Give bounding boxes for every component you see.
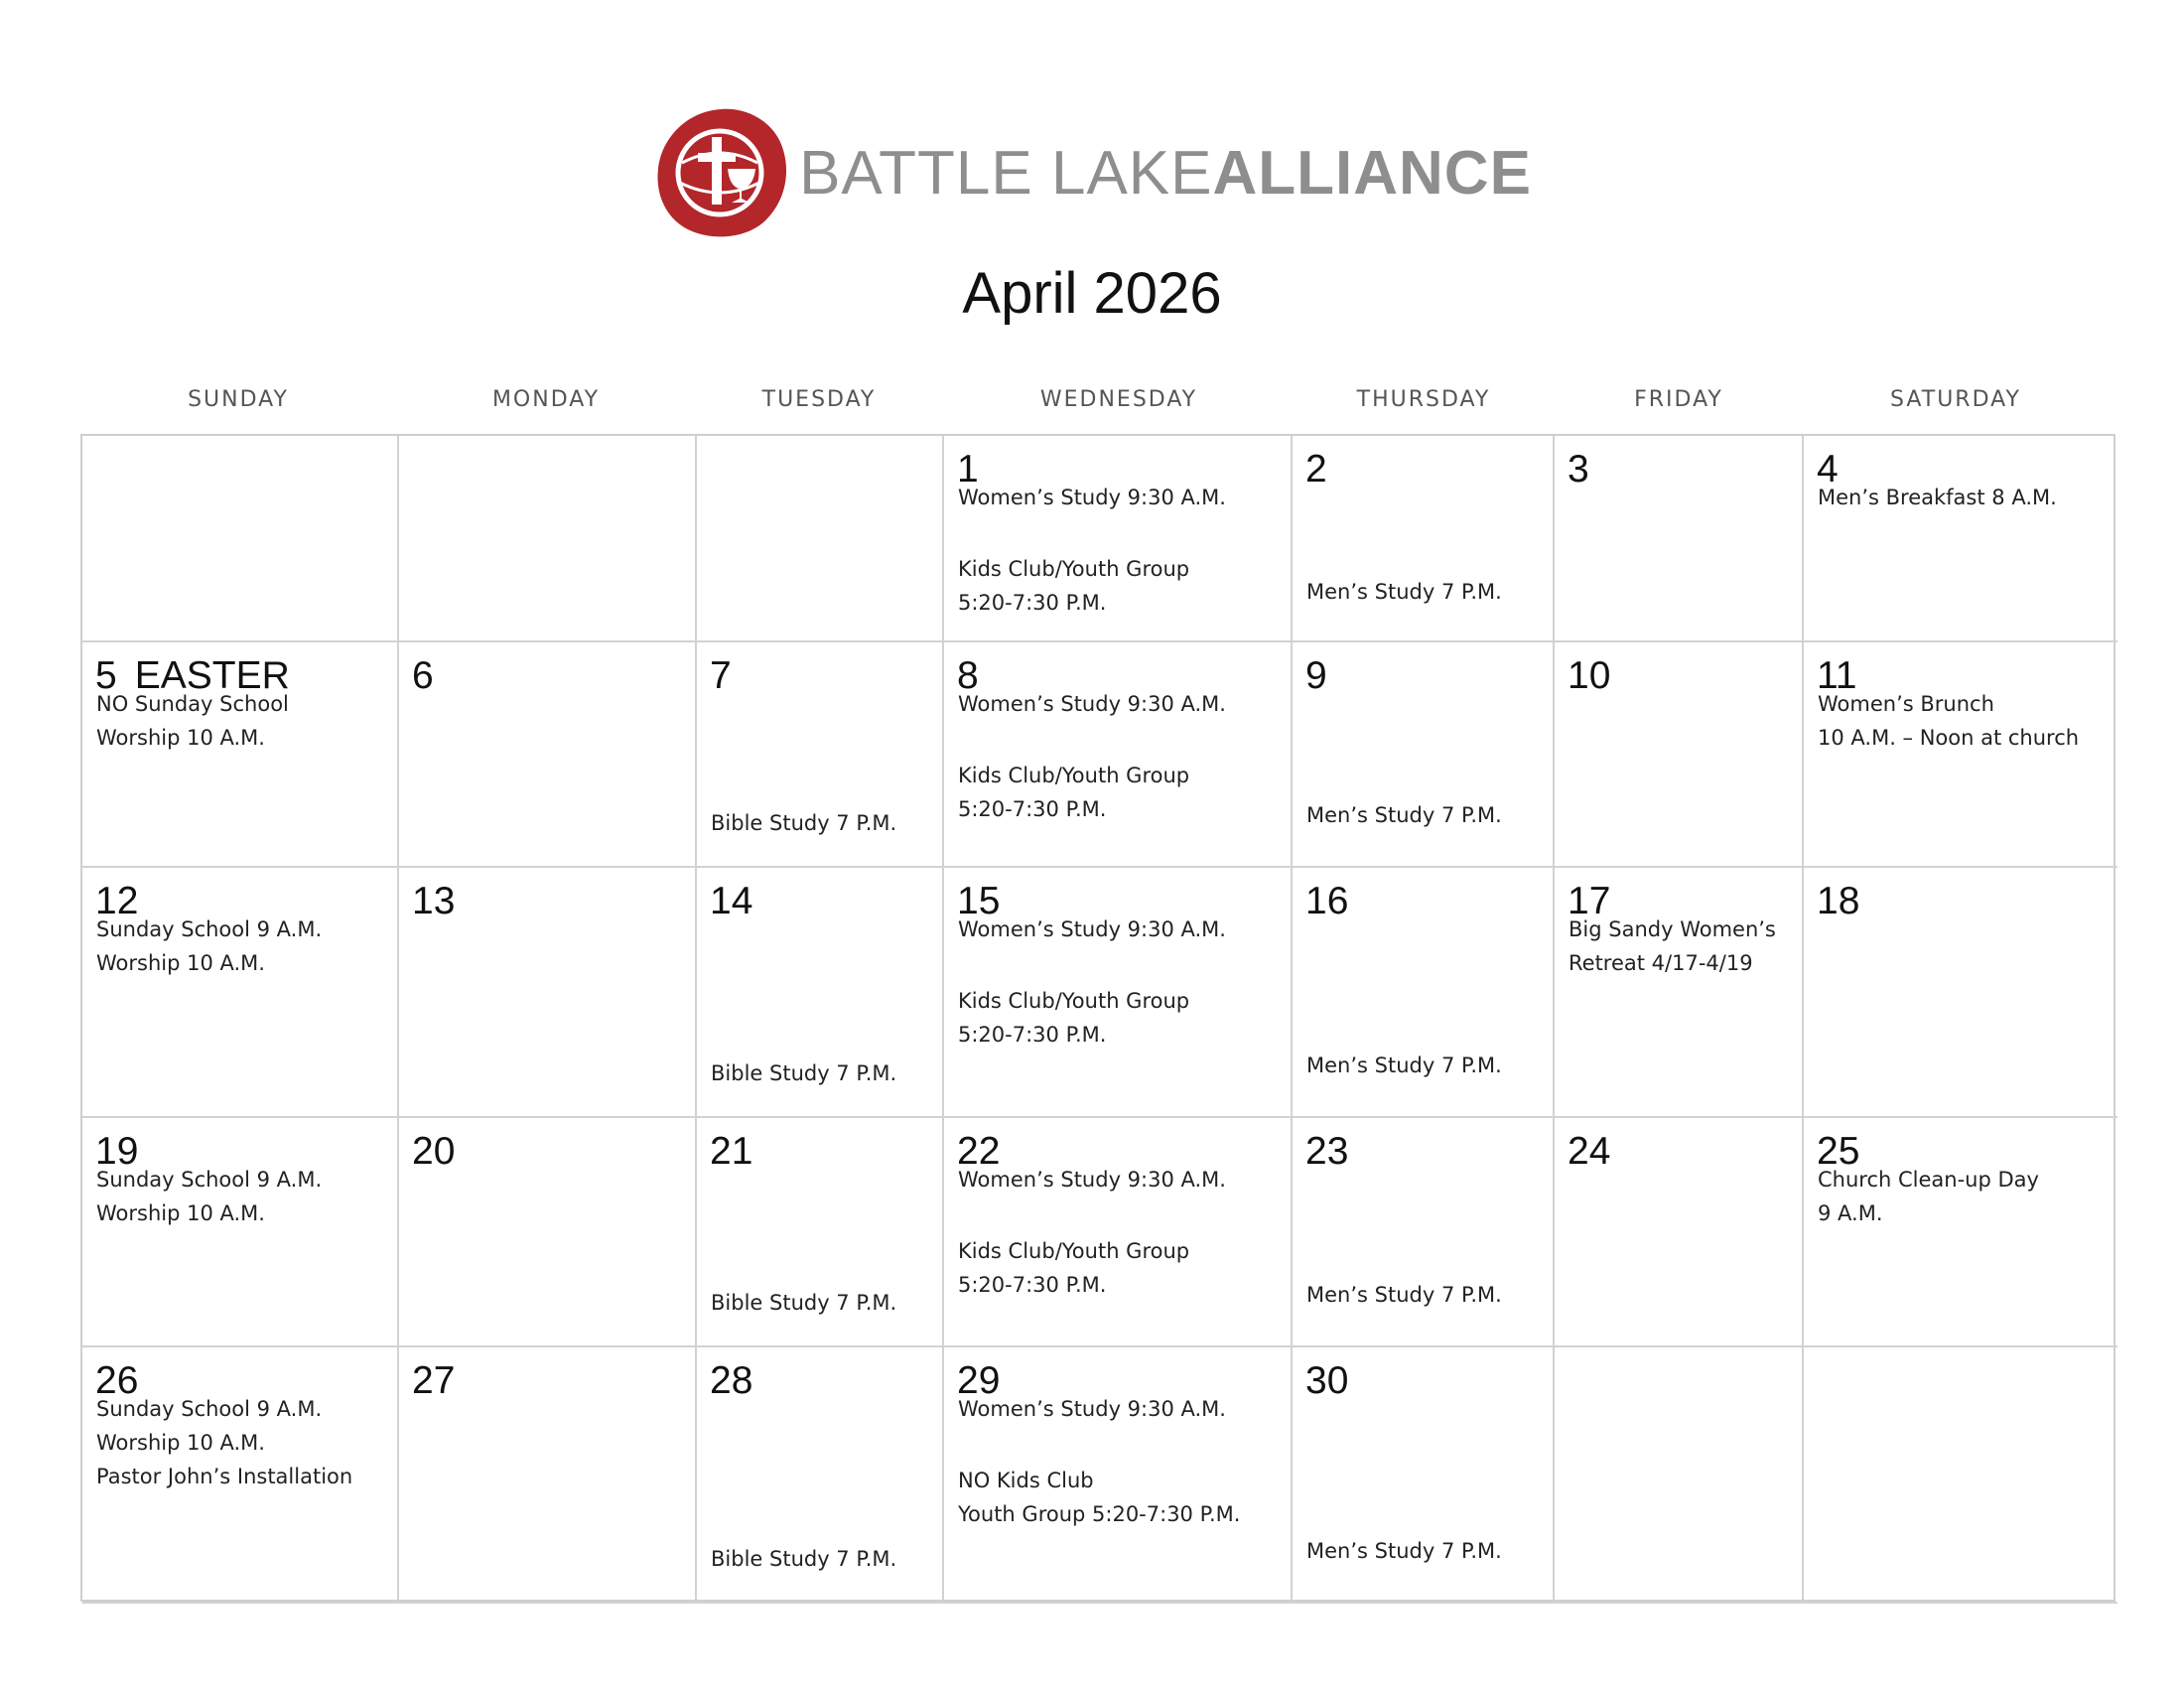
day-number [1568,448,1589,492]
day-cell-15 [944,868,1293,1118]
day-cell-23 [1293,1118,1555,1347]
day-number-text: 9 [1305,654,1327,697]
day-number-text: 6 [412,654,434,697]
day-cell-20 [399,1118,697,1347]
day-number [412,1130,455,1174]
event-text: Retreat 4/17-4/19 [1569,951,1753,975]
event-text: Kids Club/Youth Group [958,557,1190,581]
empty-day-cell [697,436,944,642]
day-number-text: 2 [1305,448,1327,491]
event-text: Worship 10 A.M. [96,1201,265,1225]
logo-name-light: BATTLE LAKE [799,138,1213,208]
day-number-text: 22 [957,1130,1001,1173]
event-text: Worship 10 A.M. [96,726,265,750]
day-cell-18 [1804,868,2117,1118]
event-text: Big Sandy Women’s [1569,917,1776,941]
day-number-text: 12 [95,880,139,922]
day-number-text: 11 [1817,654,1857,697]
day-number-text: 28 [710,1359,753,1402]
day-number-text: 10 [1568,654,1611,697]
day-cell-10 [1555,642,1804,868]
weekday-header-row [80,387,2116,421]
event-text: Sunday School 9 A.M. [96,1168,323,1192]
day-cell-12 [82,868,399,1118]
event-text: Women’s Study 9:30 A.M. [958,692,1226,716]
event-text: 5:20-7:30 P.M. [958,1273,1107,1297]
day-cell-1 [944,436,1293,642]
day-number [1817,880,1859,923]
event-text: Sunday School 9 A.M. [96,917,323,941]
day-number [412,1359,455,1403]
holiday-label: EASTER [134,654,290,697]
day-cell-21 [697,1118,944,1347]
event-text: Women’s Study 9:30 A.M. [958,1168,1226,1192]
event-text: Bible Study 7 P.M. [711,1547,897,1571]
day-number [1305,1130,1348,1174]
day-number [1305,654,1327,698]
event-text: Sunday School 9 A.M. [96,1397,323,1421]
event-text: 10 A.M. – Noon at church [1818,726,2080,750]
event-text: Pastor John’s Installation [96,1465,353,1488]
day-cell-28 [697,1347,944,1604]
event-text: Men’s Breakfast 8 A.M. [1818,486,2057,509]
event-text: Kids Club/Youth Group [958,989,1190,1013]
day-cell-25 [1804,1118,2117,1347]
day-number-text: 25 [1817,1130,1860,1173]
day-number-text: 26 [95,1359,139,1402]
day-cell-14 [697,868,944,1118]
event-text: Men’s Study 7 P.M. [1306,1539,1502,1563]
day-cell-27 [399,1347,697,1604]
day-number-text: 29 [957,1359,1001,1402]
day-number-text: 8 [957,654,979,697]
day-number-text: 3 [1568,448,1589,491]
day-cell-6 [399,642,697,868]
day-cell-2 [1293,436,1555,642]
weekday-tuesday: TUESDAY [761,387,877,412]
event-text: Women’s Study 9:30 A.M. [958,917,1226,941]
event-text: 9 A.M. [1818,1201,1883,1225]
day-number-text: 24 [1568,1130,1611,1173]
day-cell-4 [1804,436,2117,642]
event-text: 5:20-7:30 P.M. [958,591,1107,615]
event-text: Kids Club/Youth Group [958,1239,1190,1263]
event-text: Bible Study 7 P.M. [711,811,897,835]
day-number [412,654,434,698]
logo-wordmark [799,138,1532,209]
day-number [412,880,455,923]
day-cell-22 [944,1118,1293,1347]
day-cell-30 [1293,1347,1555,1604]
day-number-text: 13 [412,880,456,922]
day-number [1568,654,1610,698]
day-number-text: 7 [710,654,732,697]
event-text: Bible Study 7 P.M. [711,1291,897,1315]
event-text: Women’s Study 9:30 A.M. [958,1397,1226,1421]
globe-cross-chalice-icon [652,103,791,242]
event-text: Men’s Study 7 P.M. [1306,803,1502,827]
calendar-grid [80,434,2116,1602]
day-number [1305,1359,1348,1403]
day-number [710,654,732,698]
event-text: Worship 10 A.M. [96,951,265,975]
event-text: Women’s Brunch [1818,692,1994,716]
day-cell-11 [1804,642,2117,868]
event-text: Church Clean-up Day [1818,1168,2039,1192]
empty-day-cell [399,436,697,642]
day-number [710,1130,752,1174]
page-title: April 2026 [962,261,1222,326]
event-text: Kids Club/Youth Group [958,764,1190,787]
day-number-text: 4 [1817,448,1839,491]
day-cell-13 [399,868,697,1118]
day-cell-26 [82,1347,399,1604]
day-number-text: 18 [1817,880,1860,922]
day-cell-24 [1555,1118,1804,1347]
day-cell-17 [1555,868,1804,1118]
day-number-text: 19 [95,1130,139,1173]
day-number [1568,1130,1610,1174]
event-text: NO Sunday School [96,692,289,716]
day-number [710,880,752,923]
event-text: Men’s Study 7 P.M. [1306,580,1502,604]
event-text: 5:20-7:30 P.M. [958,797,1107,821]
day-cell-8 [944,642,1293,868]
event-text: Worship 10 A.M. [96,1431,265,1455]
empty-day-cell [1804,1347,2117,1604]
weekday-friday: FRIDAY [1634,387,1723,412]
day-cell-7 [697,642,944,868]
day-number-text: 20 [412,1130,456,1173]
day-number-text: 23 [1305,1130,1349,1173]
day-number [1305,880,1348,923]
day-cell-19 [82,1118,399,1347]
event-text: Women’s Study 9:30 A.M. [958,486,1226,509]
day-number-text: 30 [1305,1359,1349,1402]
day-cell-9 [1293,642,1555,868]
logo-name-bold: ALLIANCE [1212,138,1532,208]
event-text: 5:20-7:30 P.M. [958,1023,1107,1047]
day-number [1305,448,1327,492]
day-number-text: 14 [710,880,753,922]
event-text: Youth Group 5:20-7:30 P.M. [958,1502,1241,1526]
day-number-text: 15 [957,880,1001,922]
weekday-monday: MONDAY [491,387,601,412]
day-cell-16 [1293,868,1555,1118]
day-number [710,1359,752,1403]
event-text: NO Kids Club [958,1469,1094,1492]
day-number-text: 5 [95,654,117,697]
weekday-thursday: THURSDAY [1356,387,1491,412]
day-number-text: 27 [412,1359,456,1402]
day-number-text: 21 [710,1130,753,1173]
logo [0,103,2184,242]
empty-day-cell [82,436,399,642]
event-text: Men’s Study 7 P.M. [1306,1283,1502,1307]
event-text: Men’s Study 7 P.M. [1306,1054,1502,1077]
day-cell-29 [944,1347,1293,1604]
empty-day-cell [1555,1347,1804,1604]
day-number-text: 1 [957,448,979,491]
day-cell-3 [1555,436,1804,642]
weekday-wednesday: WEDNESDAY [1039,387,1198,412]
weekday-saturday: SATURDAY [1890,387,2021,412]
day-number-text: 17 [1568,880,1611,922]
day-cell-5 [82,642,399,868]
weekday-sunday: SUNDAY [188,387,289,412]
event-text: Bible Study 7 P.M. [711,1061,897,1085]
day-number-text: 16 [1305,880,1349,922]
